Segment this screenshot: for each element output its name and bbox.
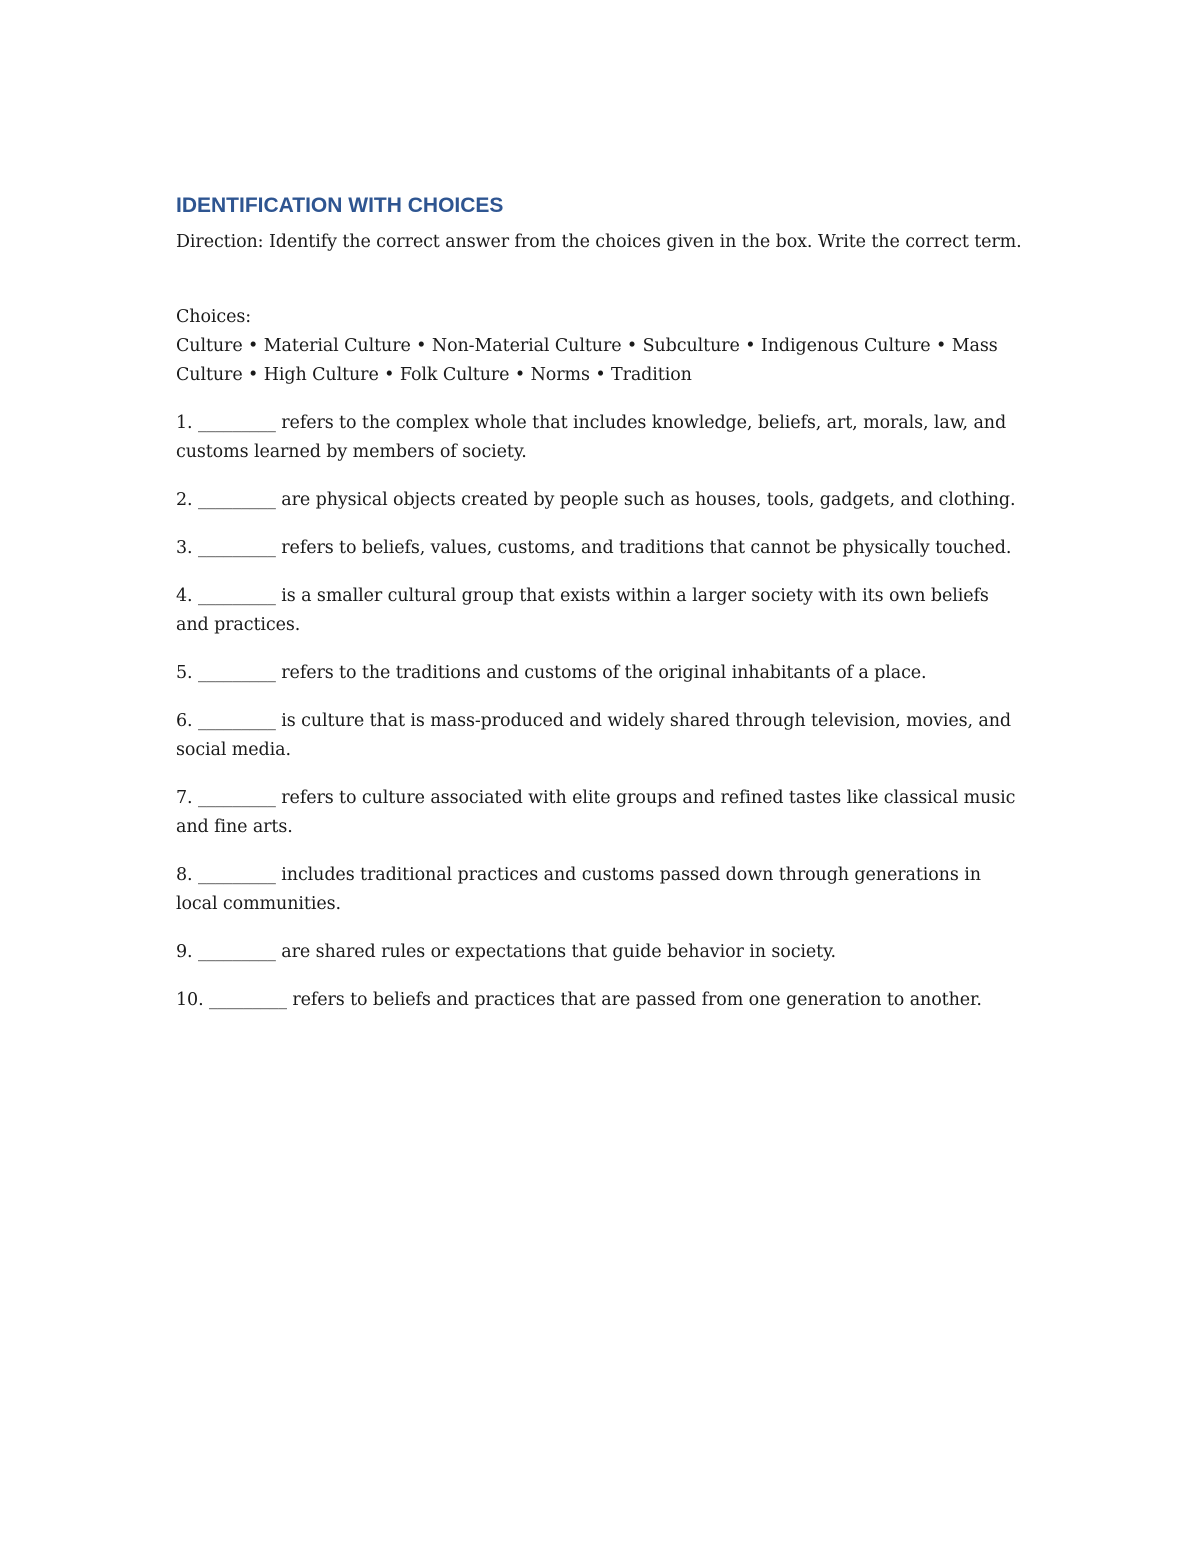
question-number: 4.: [176, 586, 193, 606]
question-list: [176, 409, 1026, 1015]
answer-blank: _________: [197, 942, 276, 962]
document-body: [176, 192, 1026, 1034]
answer-blank: _________: [197, 490, 276, 510]
question-text: refers to the traditions and customs of the original inhabitants of a place.: [281, 663, 927, 683]
question-text: refers to beliefs, values, customs, and traditions that cannot be physically touched.: [281, 538, 1012, 558]
question-7: [176, 784, 1026, 842]
question-number: 2.: [176, 490, 193, 510]
question-text: includes traditional practices and customs passed down through generations in local communities.: [176, 865, 987, 914]
question-text: refers to beliefs and practices that are passed from one generation to another.: [292, 990, 982, 1010]
question-text: are physical objects created by people such as houses, tools, gadgets, and clothing.: [281, 490, 1016, 510]
question-number: 9.: [176, 942, 193, 962]
document-heading: IDENTIFICATION WITH CHOICES: [176, 194, 504, 217]
question-6: [176, 707, 1026, 765]
answer-blank: _________: [197, 711, 276, 731]
question-9: [176, 938, 1026, 967]
answer-blank: _________: [197, 865, 276, 885]
question-3: [176, 534, 1026, 563]
question-1: [176, 409, 1026, 467]
question-number: 7.: [176, 788, 193, 808]
question-2: [176, 486, 1026, 515]
question-4: [176, 582, 1026, 640]
answer-blank: _________: [197, 538, 276, 558]
question-text: is culture that is mass-produced and widely shared through television, movies, and social media.: [176, 711, 1017, 760]
choices-label: Choices:: [176, 307, 252, 327]
question-number: 8.: [176, 865, 193, 885]
question-number: 1.: [176, 413, 193, 433]
answer-blank: _________: [197, 663, 276, 683]
answer-blank: _________: [197, 788, 276, 808]
answer-blank: _________: [197, 586, 276, 606]
choices-list: Culture • Material Culture • Non-Material Culture • Subculture • Indigenous Culture • Mass Culture • High Culture • Folk Culture • Norms • Tradition: [176, 336, 998, 385]
question-8: [176, 861, 1026, 919]
direction-text: Direction: Identify the correct answer from the choices given in the box. Write the correct term.: [176, 232, 1022, 252]
question-10: [176, 986, 1026, 1015]
answer-blank: _________: [197, 413, 276, 433]
question-text: refers to culture associated with elite groups and refined tastes like classical music and fine arts.: [176, 788, 1021, 837]
question-number: 10.: [176, 990, 204, 1010]
question-5: [176, 659, 1026, 688]
answer-blank: _________: [209, 990, 287, 1010]
question-text: are shared rules or expectations that guide behavior in society.: [281, 942, 837, 962]
question-number: 6.: [176, 711, 193, 731]
question-number: 5.: [176, 663, 193, 683]
spacer: [176, 257, 1026, 303]
question-number: 3.: [176, 538, 193, 558]
question-text: is a smaller cultural group that exists within a larger society with its own beliefs and practices.: [176, 586, 995, 635]
question-text: refers to the complex whole that includes knowledge, beliefs, art, morals, law, and customs learned by members of society.: [176, 413, 1012, 462]
